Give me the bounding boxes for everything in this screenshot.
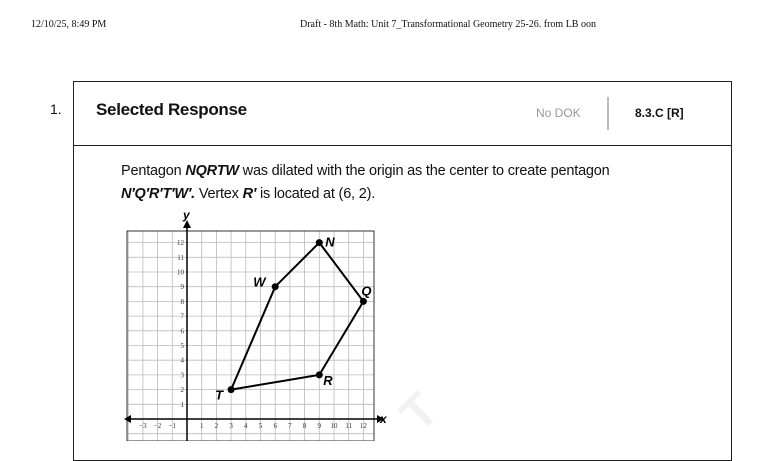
- vertex-point: [360, 298, 367, 305]
- y-tick-label: 8: [180, 297, 184, 306]
- vertex-point: [316, 371, 323, 378]
- x-tick-label: 4: [244, 422, 248, 430]
- prompt-text-3: Vertex: [194, 186, 243, 202]
- x-tick-label: −3: [139, 422, 147, 430]
- coordinate-graph: [120, 210, 400, 441]
- question-type-title: Selected Response: [96, 100, 247, 119]
- vertex-label: Q: [361, 283, 372, 299]
- y-tick-label: 11: [177, 253, 184, 262]
- dok-label: No DOK: [536, 106, 581, 120]
- y-tick-label: 9: [180, 283, 184, 292]
- x-tick-label: 5: [258, 422, 263, 430]
- vertex-point: [228, 386, 235, 393]
- vertex-label: W: [253, 274, 266, 290]
- x-tick-label: −1: [168, 422, 177, 430]
- prompt-vertex-name: R′: [242, 186, 257, 202]
- y-tick-label: 5: [180, 342, 184, 350]
- x-tick-label: 11: [345, 422, 353, 430]
- y-axis-label: y: [183, 210, 190, 222]
- vertex-point: [316, 239, 323, 246]
- y-tick-label: 10: [177, 268, 184, 277]
- x-tick-label: 8: [302, 422, 307, 430]
- x-tick-label: 2: [214, 422, 219, 430]
- document-title: Draft - 8th Math: Unit 7_Transformational Geometry 25-26. from LB oon: [300, 19, 596, 30]
- vertex-point: [272, 283, 279, 290]
- graph-frame: [127, 231, 374, 441]
- x-tick-label: 7: [288, 422, 292, 430]
- y-tick-label: 2: [180, 386, 184, 395]
- y-tick-label: 1: [180, 400, 184, 409]
- vertex-label: R: [323, 372, 333, 388]
- prompt-shape-name: NQRTW: [185, 163, 239, 179]
- print-timestamp: 12/10/25, 8:49 PM: [31, 19, 107, 30]
- x-tick-label: 10: [330, 422, 338, 430]
- x-tick-label: 6: [273, 422, 277, 430]
- prompt-text-4: is located at (6, 2).: [256, 186, 376, 202]
- question-header: [74, 82, 731, 146]
- x-tick-label: 1: [199, 422, 204, 430]
- vertex-label: N: [325, 234, 335, 250]
- question-prompt: [121, 160, 681, 206]
- vertex-label: T: [215, 387, 224, 403]
- y-tick-label: 4: [180, 356, 184, 365]
- x-tick-label: 12: [359, 422, 367, 430]
- x-axis-label: x: [380, 412, 387, 426]
- y-tick-label: 7: [180, 312, 184, 321]
- prompt-text-2: was dilated with the origin as the center to create pentagon: [238, 163, 610, 179]
- standard-code: 8.3.C [R]: [635, 106, 684, 120]
- prompt-text-1: Pentagon: [121, 163, 186, 179]
- x-tick-label: 9: [317, 422, 322, 430]
- prompt-image-name: N′Q′R′T′W′.: [121, 186, 195, 202]
- question-number: 1.: [50, 101, 62, 117]
- x-tick-label: 3: [229, 422, 233, 430]
- y-tick-label: 3: [180, 371, 184, 380]
- x-tick-label: −2: [153, 422, 162, 430]
- draft-watermark: T: [390, 383, 449, 442]
- y-tick-label: 6: [180, 327, 184, 336]
- header-divider: [607, 97, 609, 130]
- y-tick-label: 12: [177, 239, 184, 248]
